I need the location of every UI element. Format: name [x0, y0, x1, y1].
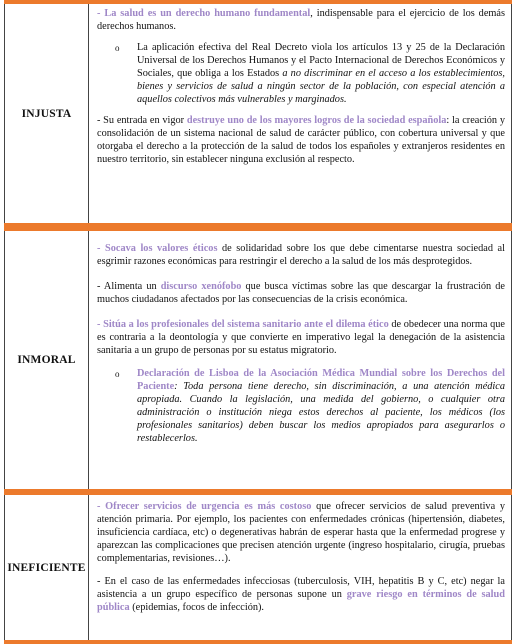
row-label: INEFICIENTE	[4, 495, 89, 640]
row-content	[89, 4, 512, 223]
highlight-text: grave riesgo en términos de salud pública	[97, 589, 505, 613]
body-text: (epidemias, focos de infección).	[129, 602, 265, 613]
sub-item	[115, 41, 505, 106]
row-label: INJUSTA	[4, 4, 89, 223]
paragraph	[97, 114, 505, 166]
table-row-inmoral	[4, 227, 512, 493]
body-text: La aplicación efectiva del Real Decreto viola los artículos 13 y 25 de la Declaración Universal de los Derechos Humanos y el Pacto Internacional de Derechos Económicos y Sociales, que obliga a los Estados	[137, 42, 505, 79]
table-row-ineficiente	[4, 491, 512, 644]
body-text: , indispensable para el ejercicio de los demás derechos humanos.	[97, 8, 505, 32]
highlight-text: discurso xenófobo	[160, 281, 242, 292]
highlight-text: - Sitúa a los profesionales del sistema sanitario ante el dilema ético	[97, 319, 389, 330]
italic-text: a no discriminar en el acceso a los establecimientos, bienes y servicios de salud a ningún sector de la población, con especial atención a aquellos colectivos más vulnerables y marginados.	[137, 68, 505, 105]
body-text: - Alimenta un	[97, 281, 161, 292]
body-text: - Su entrada en vigor	[97, 115, 187, 126]
body-text: de obedecer una norma que es contraria a la deontología y que convierte en imperativo legal la denegación de la asistencia sanitaria a un grupo de personas por su estatus migratorio.	[97, 319, 505, 356]
highlight-text: - Socava los valores éticos	[97, 243, 218, 254]
paragraph	[97, 242, 505, 268]
body-text: : la creación y consolidación de un sistema nacional de salud de carácter público, con cobertura universal y que otorgaba el derecho a la protección de la salud de todos los españoles y extranjeros residentes en nuestro territorio, sin establecer ninguna exclusión al respecto.	[97, 115, 505, 165]
body-text: que busca víctimas sobre las que descargar la frustración de muchos ciudadanos afectados por las consecuencias de la crisis económica.	[97, 281, 506, 305]
row-content	[89, 231, 512, 489]
bullet-icon: o	[115, 369, 120, 379]
bullet-icon: o	[115, 43, 120, 53]
table-row-injusta	[4, 0, 512, 227]
body-text: - En el caso de las enfermedades infecciosas (tuberculosis, VIH, hepatitis B y C, etc) negar la asistencia a un grupo específico de personas supone un	[97, 576, 505, 600]
highlight-text: - La salud es un derecho humano fundamental	[97, 8, 311, 19]
sub-item-text	[137, 367, 505, 445]
sub-item-text	[137, 41, 505, 106]
highlight-text: Declaración de Lisboa de la Asociación Médica Mundial sobre los Derechos del Paciente	[137, 368, 505, 392]
row-label: INMORAL	[4, 231, 89, 489]
body-text: de solidaridad sobre los que debe cimentarse nuestra sociedad al esgrimir razones económicas para restringir el derecho a la salud de los más desprotegidos.	[97, 243, 505, 267]
body-text: que ofrecer servicios de salud preventiva y atención primaria. Por ejemplo, los pacientes con enfermedades crónicas (hipertensión, diabetes, insuficiencia cardíaca, etc) o degenerativas habrán de esperar hasta que la enfermedad progrese y aparezcan las complicaciones que precisen atención urgente (ingreso hospitalario, cirugía, pruebas complementarias, revisiones…).	[97, 501, 505, 564]
row-content	[89, 495, 512, 640]
paragraph	[97, 575, 505, 614]
paragraph	[97, 7, 505, 33]
paragraph	[97, 280, 505, 306]
paragraph	[97, 318, 505, 357]
highlight-text: - Ofrecer servicios de urgencia es más costoso	[97, 501, 312, 512]
highlight-text: destruye uno de los mayores logros de la sociedad española	[186, 115, 447, 126]
sub-item	[115, 367, 505, 445]
paragraph	[97, 500, 505, 565]
italic-text: : Toda persona tiene derecho, sin discriminación, a una atención médica apropiada. Cuando la legislación, una medida del gobierno, o cualquier otra administración o institución niega estos derechos al paciente, los médicos (los profesionales sanitarios) deben buscar los medios apropiados para asegurarlos o restablecerlos.	[137, 381, 505, 444]
